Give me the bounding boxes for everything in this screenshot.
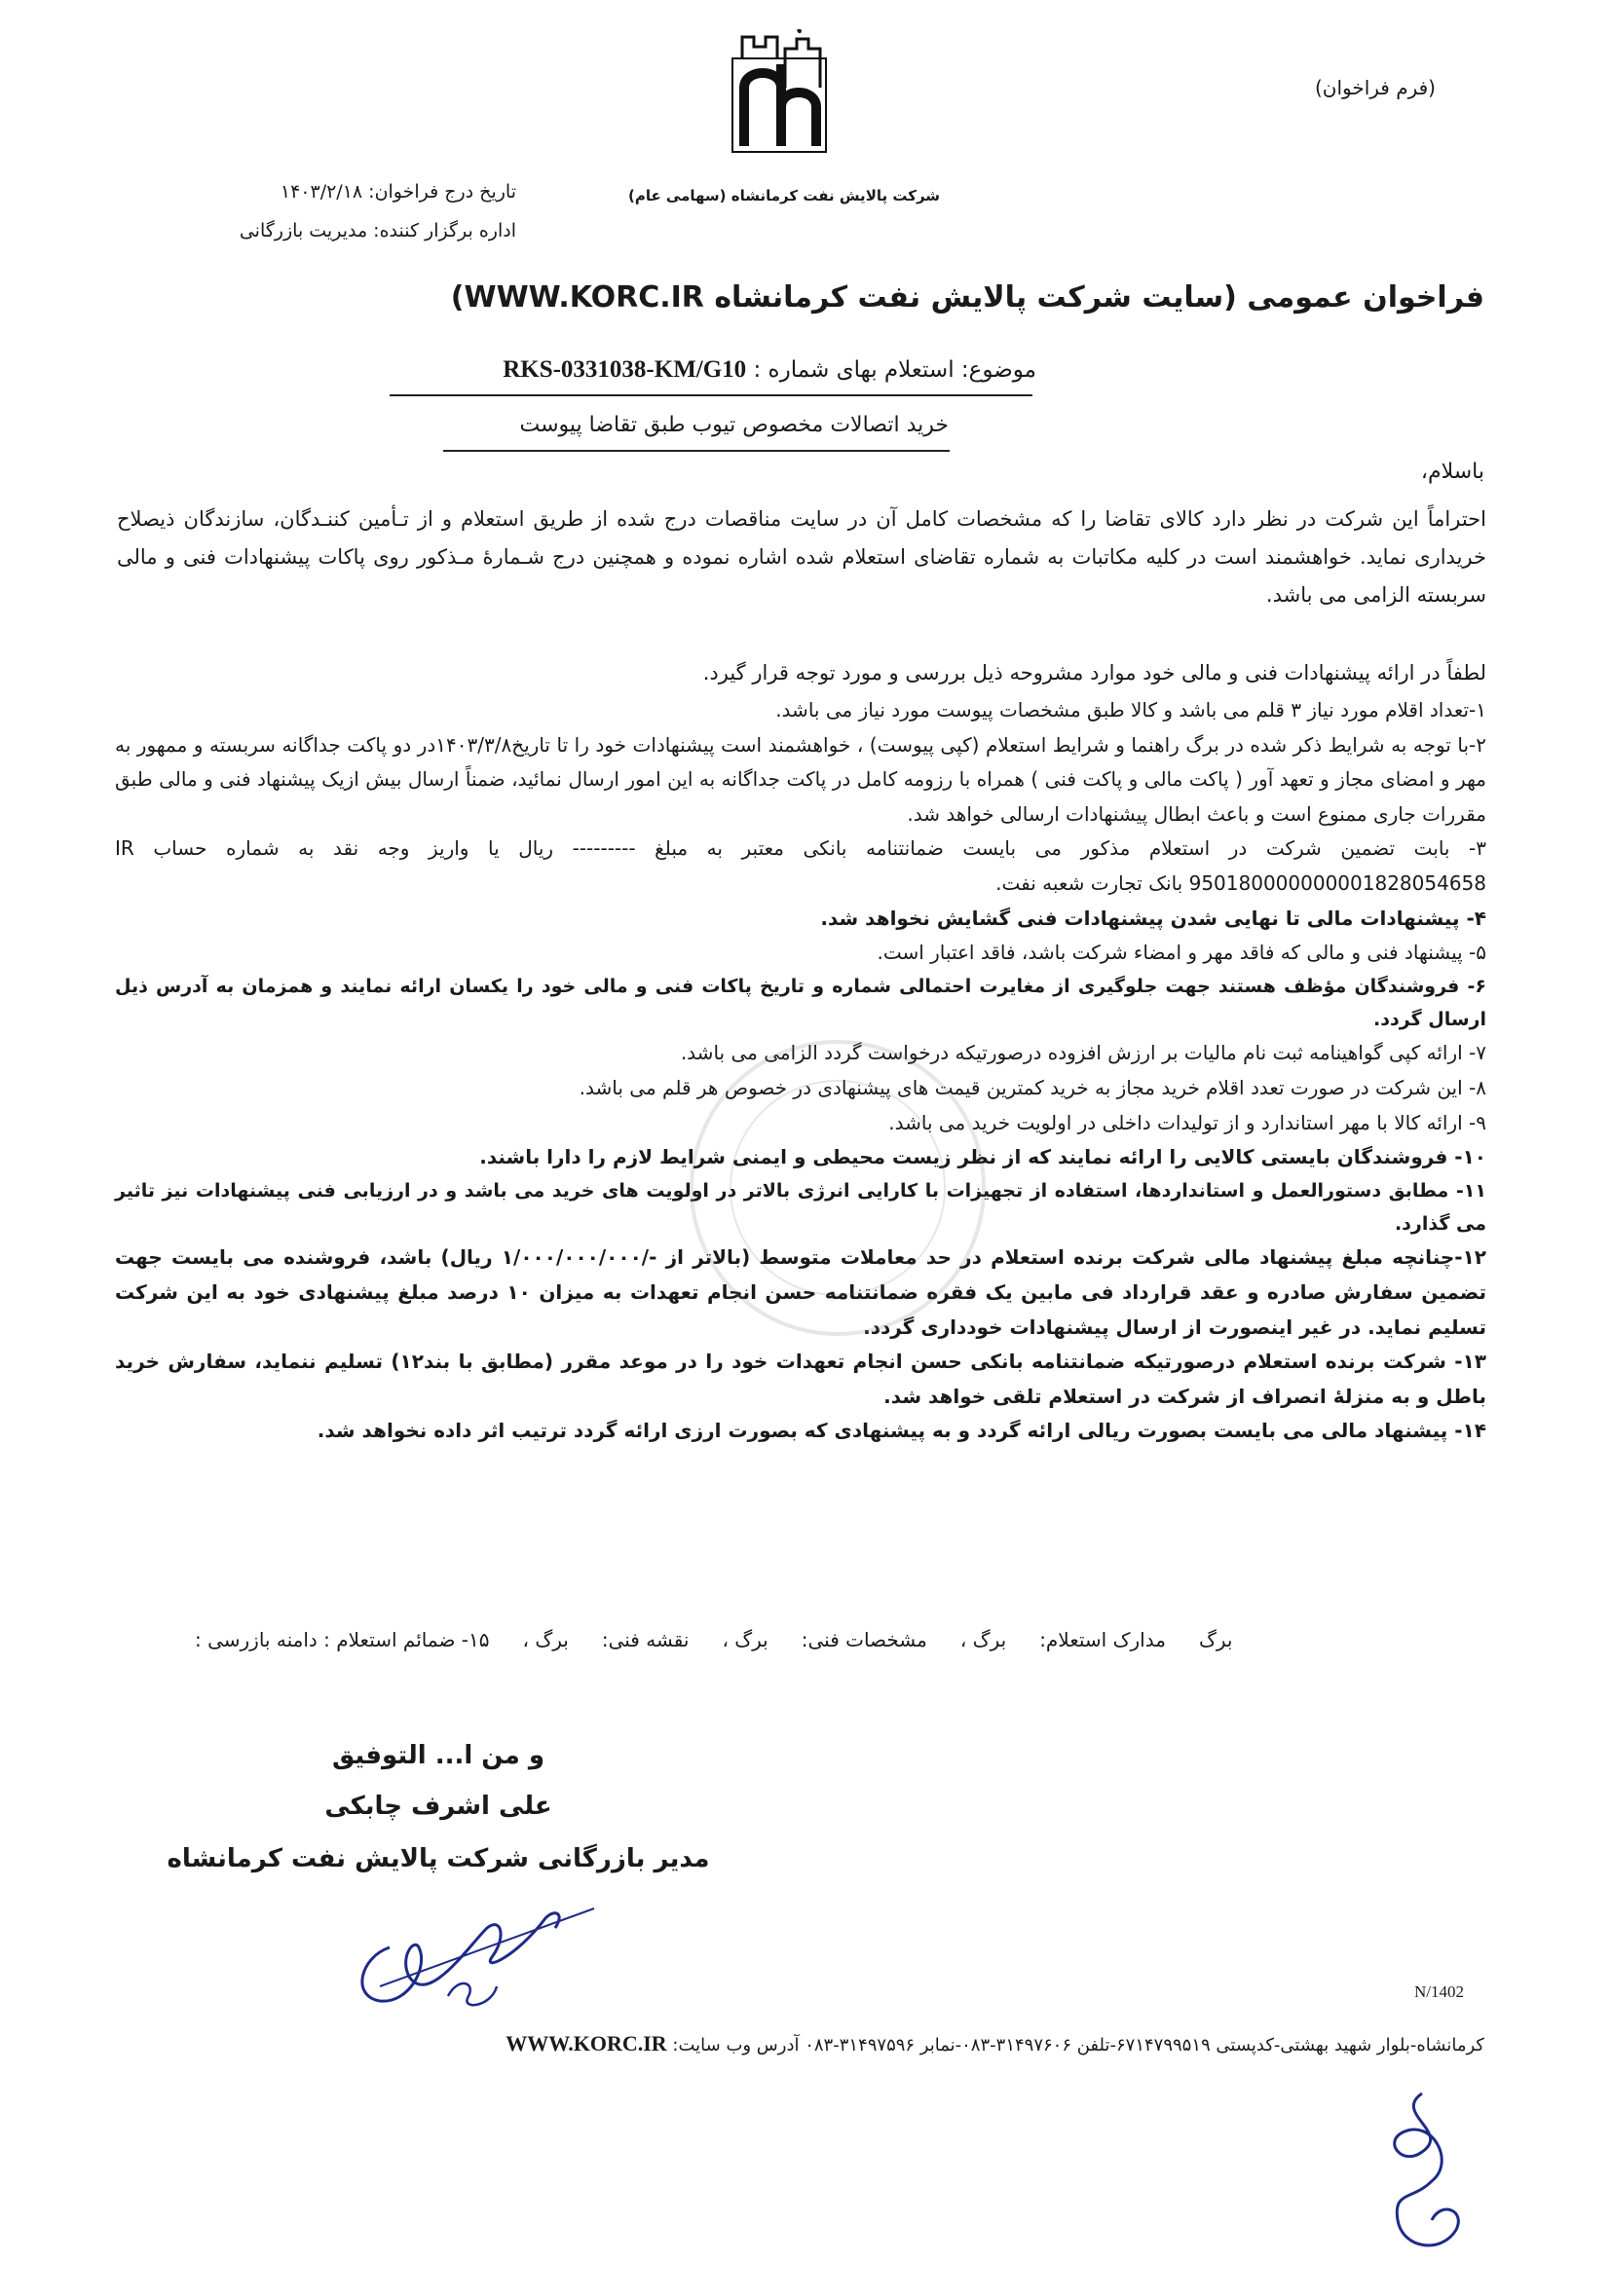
attachments-label: ۱۵- ضمائم استعلام : دامنه بازرسی :: [195, 1628, 490, 1651]
footer-website: WWW.KORC.IR: [506, 2031, 667, 2055]
attachments-pages: برگ ،: [722, 1628, 768, 1651]
technical-map-label: نقشه فنی:: [601, 1628, 690, 1651]
subject-description: خرید اتصالات مخصوص تیوب طبق تقاضا پیوست: [519, 413, 949, 437]
list-item: ۳- بابت تضمین شرکت در استعلام مذکور می بایست ضمانتنامه بانکی معتبر به مبلغ --------- ریال یا واریز وجه نقد به شماره حساب IR 950180000000001828054658 بانک تجارت شعبه نفت.: [115, 836, 1486, 895]
page-title: فراخوان عمومی (سایت شرکت پالایش نفت کرمانشاه WWW.KORC.IR): [450, 280, 1484, 315]
list-item: ۶- فروشندگان مؤظف هستند جهت جلوگیری از مغایرت احتمالی شماره و تاریخ پاکات فنی و مالی خود را یکسان ارائه نمایند و همزمان به آدرس ذیل ارسال گردد.: [115, 975, 1486, 1030]
instructions-paragraph: لطفاً در ارائه پیشنهادات فنی و مالی خود موارد مشروحه ذیل بررسی و مورد توجه قرار گیرد.: [702, 661, 1486, 685]
list-item: ۱۰- فروشندگان بایستی کالایی را ارائه نمایند که از نظر زیست محیطی و ایمنی شرایط لازم را دارا باشند.: [479, 1145, 1486, 1169]
attachments-pages: برگ ،: [959, 1628, 1007, 1651]
form-code: N/1402: [1414, 1982, 1464, 2001]
attachments-pages: برگ ،: [522, 1628, 569, 1651]
list-item: ۲-با توجه به شرایط ذکر شده در برگ راهنما و شرایط استعلام (کپی پیوست) ، خواهشمند است پیشنهادات خود را تا تاریخ۱۴۰۳/۳/۸در دو پاکت جداگانه سربسته و ممهور به مهر و امضای مجاز و تعهد آور ( پاکت مالی و پاکت فنی ) همراه با رزومه کامل در پاکت جداگانه به این امور ارسال نمائید، ضمناً ارسال بیش ازیک پیشنهاد فنی و مالی طبق مقررات جاری ممنوع است و باعث ابطال پیشنهادات ارسالی خواهد شد.: [115, 732, 1486, 826]
list-item: ۱-تعداد اقلام مورد نیاز ۳ قلم می باشد و کالا طبق مشخصات پیوست مورد نیاز می باشد.: [775, 698, 1486, 722]
announcement-date: تاریخ درج فراخوان: ۱۴۰۳/۲/۱۸: [280, 181, 516, 203]
inquiry-docs-label: مدارک استعلام:: [1039, 1628, 1166, 1651]
subject-line: [503, 356, 1036, 384]
signer-name: علی اشرف چابکی: [324, 1792, 552, 1821]
company-name: شرکت پالایش نفت کرمانشاه (سهامی عام): [627, 187, 941, 204]
footer-address: کرمانشاه-بلوار شهید بهشتی-کدپستی ۶۷۱۴۷۹۹۵۱۹-تلفن ۳۱۴۹۷۶۰۶-۰۸۳-نمابر ۳۱۴۹۷۵۹۶-۰۸۳ آدرس وب سایت:: [672, 2035, 1484, 2055]
closing-phrase: و من ا... التوفیق: [331, 1741, 545, 1770]
subject-underline: [390, 394, 1032, 396]
list-item: ۱۲-چنانچه مبلغ پیشنهاد مالی شرکت برنده استعلام در حد معاملات متوسط (بالاتر از -/۱/۰۰۰/۰۰۰/۰۰۰ ریال) باشد، فروشنده می بایست جهت تضمین سفارش صادره و عقد قرارداد فی مابین یک فقره ضمانتنامه حسن انجام تعهدات به میزان ۱۰ درصد مبلغ پیشنهادی خود به این شرکت تسلیم نماید. در غیر اینصورت از ارسال پیشنهادات خودداری گردد.: [115, 1245, 1486, 1339]
description-underline: [443, 450, 950, 452]
attachments-pages: برگ: [1198, 1628, 1233, 1651]
signature-image: [321, 1889, 614, 2025]
list-item: ۴- پیشنهادات مالی تا نهایی شدن پیشنهادات فنی گشایش نخواهد شد.: [820, 906, 1486, 930]
inquiry-number: RKS-0331038-KM/G10: [503, 356, 747, 383]
form-label: (فرم فراخوان): [1314, 76, 1436, 99]
attachments-line: [195, 1628, 1486, 1651]
list-item: ۱۱- مطابق دستورالعمل و استانداردها، استفاده از تجهیزات با کارایی انرژی بالاتر در اولویت های خرید می باشد و در ارزیابی فنی پیشنهادات نیز تاثیر می گذارد.: [115, 1179, 1486, 1235]
list-item: ۱۴- پیشنهاد مالی می بایست بصورت ریالی ارائه گردد و به پیشنهادی که بصورت ارزی ارائه گردد ترتیب اثر داده نخواهد شد.: [317, 1419, 1486, 1443]
company-logo: [703, 29, 849, 175]
list-item: ۸- این شرکت در صورت تعدد اقلام خرید مجاز به خرید کمترین قیمت های پیشنهادی در خصوص هر قلم می باشد.: [579, 1075, 1486, 1099]
organizing-office: اداره برگزار کننده: مدیریت بازرگانی: [239, 220, 516, 241]
technical-spec-label: مشخصات فنی:: [801, 1628, 927, 1651]
footer: [156, 2031, 1484, 2056]
list-item: ۱۳- شرکت برنده استعلام درصورتیکه ضمانتنامه بانکی حسن انجام تعهدات خود را در موعد مقرر (مطابق با بند۱۲) تسلیم ننماید، سفارش خرید باطل و به منزلهٔ انصراف از شرکت در استعلام تلقی خواهد شد.: [115, 1350, 1487, 1408]
list-item: ۵- پیشنهاد فنی و مالی که فاقد مهر و امضاء شرکت باشد، فاقد اعتبار است.: [877, 941, 1486, 965]
subject-label: موضوع: استعلام بهای شماره :: [753, 357, 1036, 383]
list-item: ۹- ارائه کالا با مهر استاندارد و از تولیدات داخلی در اولویت خرید می باشد.: [888, 1110, 1486, 1134]
faint-watermark-stamp: [633, 1013, 1042, 1363]
signer-title: مدیر بازرگانی شرکت پالایش نفت کرمانشاه: [167, 1844, 710, 1873]
greeting: باسلام،: [1420, 460, 1484, 484]
list-item: ۷- ارائه کپی گواهینامه ثبت نام مالیات بر ارزش افزوده درصورتیکه درخواست گردد الزامی می باشد.: [680, 1041, 1486, 1065]
handwritten-initials: [1364, 2074, 1490, 2269]
intro-paragraph: احتراماً این شرکت در نظر دارد کالای تقاضا را که مشخصات کامل آن در سایت مناقصات درج شده از طریق استعلام و از تـأمین کننـدگان، سازندگان ذیصلاح خریداری نماید. خواهشمند است در کلیه مکاتبات به شماره تقاضای استعلام شده اشاره نموده و همچنین درج شـمارهٔ مـذکور روی پاکات پیشنهادات فنی و مالی سربسته الزامی می باشد.: [117, 507, 1486, 608]
